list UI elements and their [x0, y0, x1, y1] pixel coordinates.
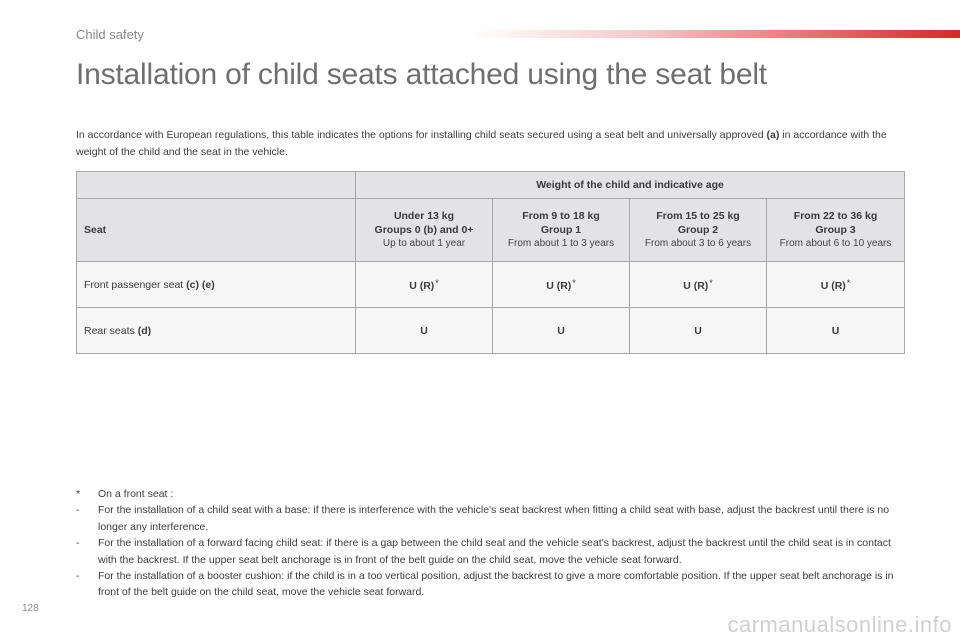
footnote-mark: * — [435, 277, 439, 288]
value-cell — [356, 308, 493, 354]
value-cell — [767, 262, 905, 308]
group-name: Group 2 — [677, 224, 719, 236]
seat-refs: (c) (e) — [186, 278, 215, 291]
value-text: U (R) — [546, 279, 572, 292]
group-weight: From 15 to 25 kg — [656, 210, 740, 222]
table-empty-corner — [77, 172, 356, 199]
table-top-header-row — [77, 172, 905, 199]
group-age: Up to about 1 year — [382, 238, 466, 249]
seat-column-header: Seat — [77, 199, 356, 262]
group-header — [493, 199, 630, 262]
footnote-mark: * — [709, 277, 713, 288]
seat-cell — [77, 308, 356, 354]
group-age: From about 6 to 10 years — [779, 238, 892, 249]
weight-header: Weight of the child and indicative age — [356, 172, 905, 199]
group-weight: Under 13 kg — [393, 210, 455, 222]
intro-paragraph — [76, 127, 896, 161]
intro-text-before: In accordance with European regulations, this table indicates the options for installing child seats secured using a seat belt and universally approved — [76, 129, 767, 141]
value-text: U — [557, 324, 565, 337]
intro-text-after: in accordance with the weight of the child and the seat in the vehicle. — [76, 129, 887, 158]
group-weight: From 9 to 18 kg — [522, 210, 600, 222]
group-header — [356, 199, 493, 262]
seat-refs: (d) — [137, 324, 152, 337]
footnote-mark: * — [572, 277, 576, 288]
intro-ref: (a) — [766, 129, 780, 141]
value-cell — [767, 308, 905, 354]
footnote-mark: - — [76, 570, 80, 583]
value-text: U (R) — [820, 279, 846, 292]
value-text: U — [694, 324, 702, 337]
value-cell — [630, 262, 767, 308]
value-text: U (R) — [409, 279, 435, 292]
group-header — [630, 199, 767, 262]
group-weight: From 22 to 36 kg — [793, 210, 878, 222]
header-accent-bar — [470, 30, 960, 38]
footnote-mark: * — [76, 488, 81, 500]
value-cell — [493, 308, 630, 354]
footnote-text: On a front seat : — [98, 488, 174, 500]
page-title: Installation of child seats attached using the seat belt — [76, 58, 767, 91]
footnote-text: For the installation of a child seat with a base: if there is interference with the vehicle's seat backrest when fitting a child seat with base, adjust the backrest until there is no longer any interference. — [98, 504, 890, 533]
page-number: 128 — [22, 603, 39, 614]
value-cell — [630, 308, 767, 354]
value-text: U — [420, 324, 428, 337]
seat-label: Front passenger seat — [84, 278, 187, 291]
group-name: Group 3 — [815, 224, 856, 236]
group-header — [767, 199, 905, 262]
table-row — [77, 308, 905, 354]
seat-label: Rear seats — [84, 324, 138, 337]
value-text: U — [831, 324, 840, 337]
footnote-mark: - — [76, 504, 80, 517]
value-cell — [356, 262, 493, 308]
group-name: Groups 0 (b) and 0+ — [374, 224, 474, 236]
group-age: From about 1 to 3 years — [507, 238, 615, 249]
footnote-text: For the installation of a forward facing child seat: if there is a gap between the child seat and the vehicle seat's backrest, adjust the backrest until the child seat is in contact with the backrest. If the upper seat belt anchorage is in front of the belt guide on the child seat, move the vehicle seat forward. — [98, 537, 891, 566]
footnote — [76, 502, 896, 535]
value-cell — [493, 262, 630, 308]
section-title: Child safety — [76, 27, 144, 42]
table-group-header-row — [77, 199, 905, 262]
footnote — [76, 486, 896, 502]
seat-cell — [77, 262, 356, 308]
footnote-mark: * — [846, 277, 851, 288]
footnote-text: For the installation of a booster cushion: if the child is in a too vertical position, adjust the backrest to give a more comfortable position. If the upper seat belt anchorage is in front of the belt guide on the child seat, move the vehicle seat forward. — [98, 570, 894, 599]
footnote — [76, 535, 896, 568]
footnotes — [76, 486, 896, 601]
group-age: From about 3 to 6 years — [644, 238, 752, 249]
child-seat-table — [76, 171, 905, 354]
footnote — [76, 568, 896, 601]
watermark: carmanualsonline.info — [727, 612, 952, 637]
footnote-mark: - — [76, 537, 80, 550]
group-name: Group 1 — [540, 224, 582, 236]
table-row — [77, 262, 905, 308]
value-text: U (R) — [683, 279, 709, 292]
